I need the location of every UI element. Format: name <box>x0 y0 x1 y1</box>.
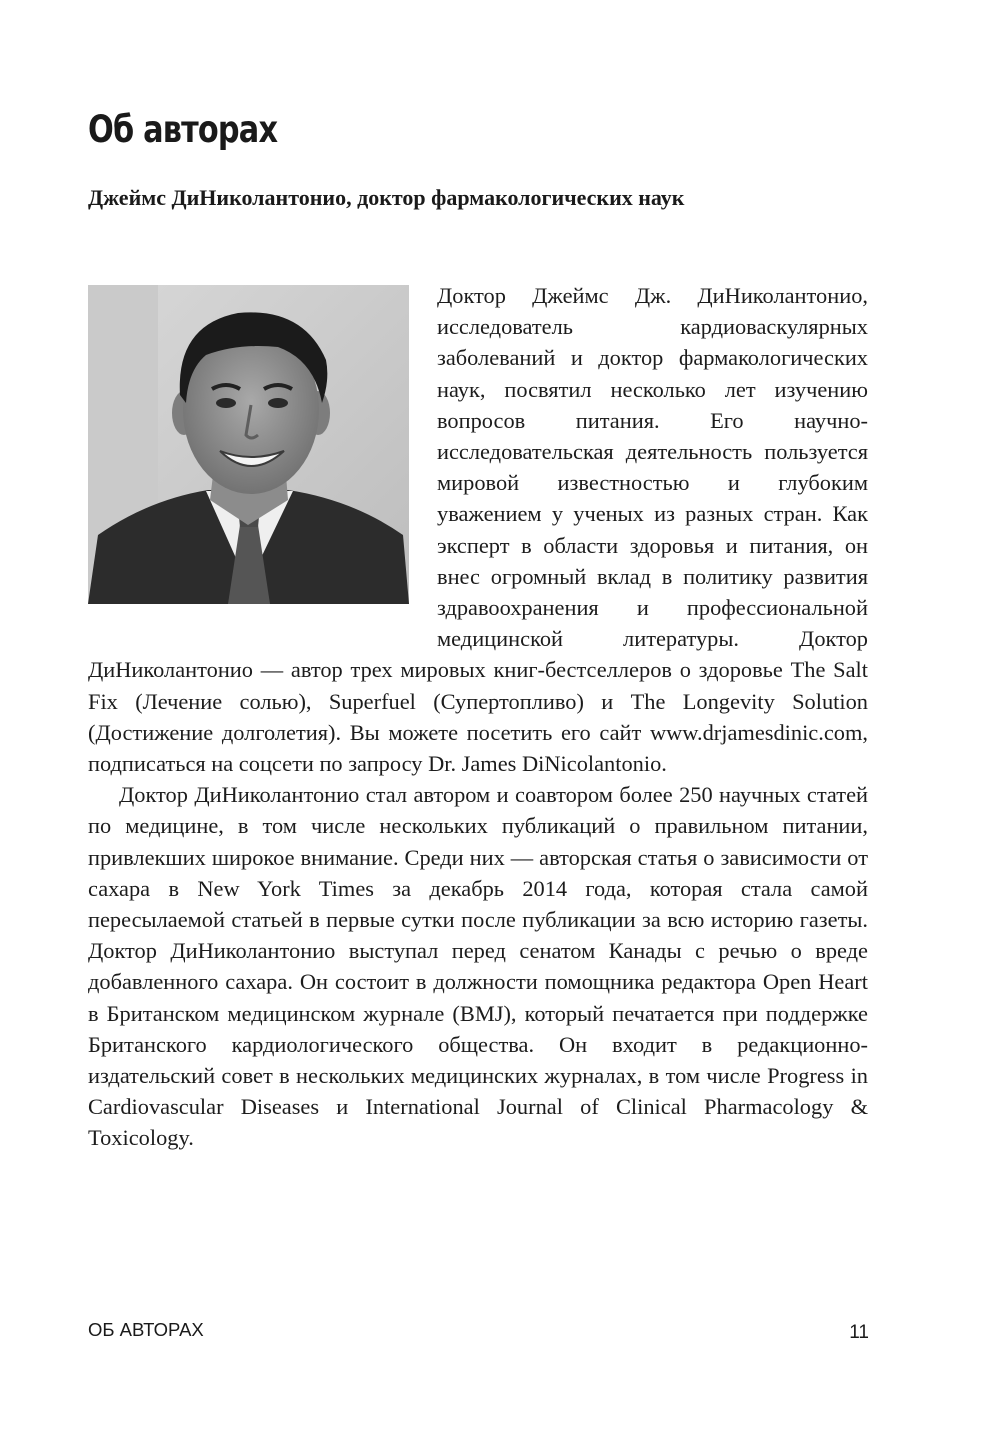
photo-space <box>88 280 409 645</box>
running-footer: ОБ АВТОРАХ <box>88 1319 204 1340</box>
biography-text <box>88 280 868 1154</box>
biography-paragraph-1: Доктор Джеймс Дж. ДиНиколантонио, исследователь кардиоваскулярных заболеваний и доктор фармакологических наук, посвятил несколько лет изучению вопросов питания. Его научно-исследовательская деятельность пользуется мировой известностью и глубоким уважением у ученых из разных стран. Как эксперт в области здоровья и питания, он внес огромный вклад в политику развития здравоохранения и профессиональной медицинской литературы. Доктор ДиНиколантонио — автор трех мировых книг-бестселлеров о здоровье The Salt Fix (Лечение солью), Superfuel (Супертопливо) и The Longevity Solution (Достижение долголетия). Вы можете посетить его сайт www.drjamesdinic.com, подписаться на соцсети по запросу Dr. James DiNicolantonio. <box>88 283 868 777</box>
page-number: 11 <box>849 1322 869 1343</box>
page-title: Об авторах <box>88 108 278 151</box>
biography-paragraph-2: Доктор ДиНиколантонио стал автором и соавтором более 250 научных статей по медицине, в том числе нескольких публикаций о правильном питании, привлекших широкое внимание. Среди них — авторская статья о зависимости от сахара в New York Times за декабрь 2014 года, которая стала самой пересылаемой статьей в первые сутки после публикации за всю историю газеты. Доктор ДиНиколантонио выступал перед сенатом Канады с речью о вреде добавленного сахара. Он состоит в должности помощника редактора Open Heart в Британском медицинском журнале (BMJ), который печатается при поддержке Британского кардиологического общества. Он входит в редакционно-издательский совет в нескольких медицинских журналах, в том числе Progress in Cardiovascular Diseases и International Journal of Clinical Pharmacology & Toxicology. <box>88 782 868 1151</box>
author-name-heading: Джеймс ДиНиколантонио, доктор фармакологических наук <box>88 185 685 210</box>
